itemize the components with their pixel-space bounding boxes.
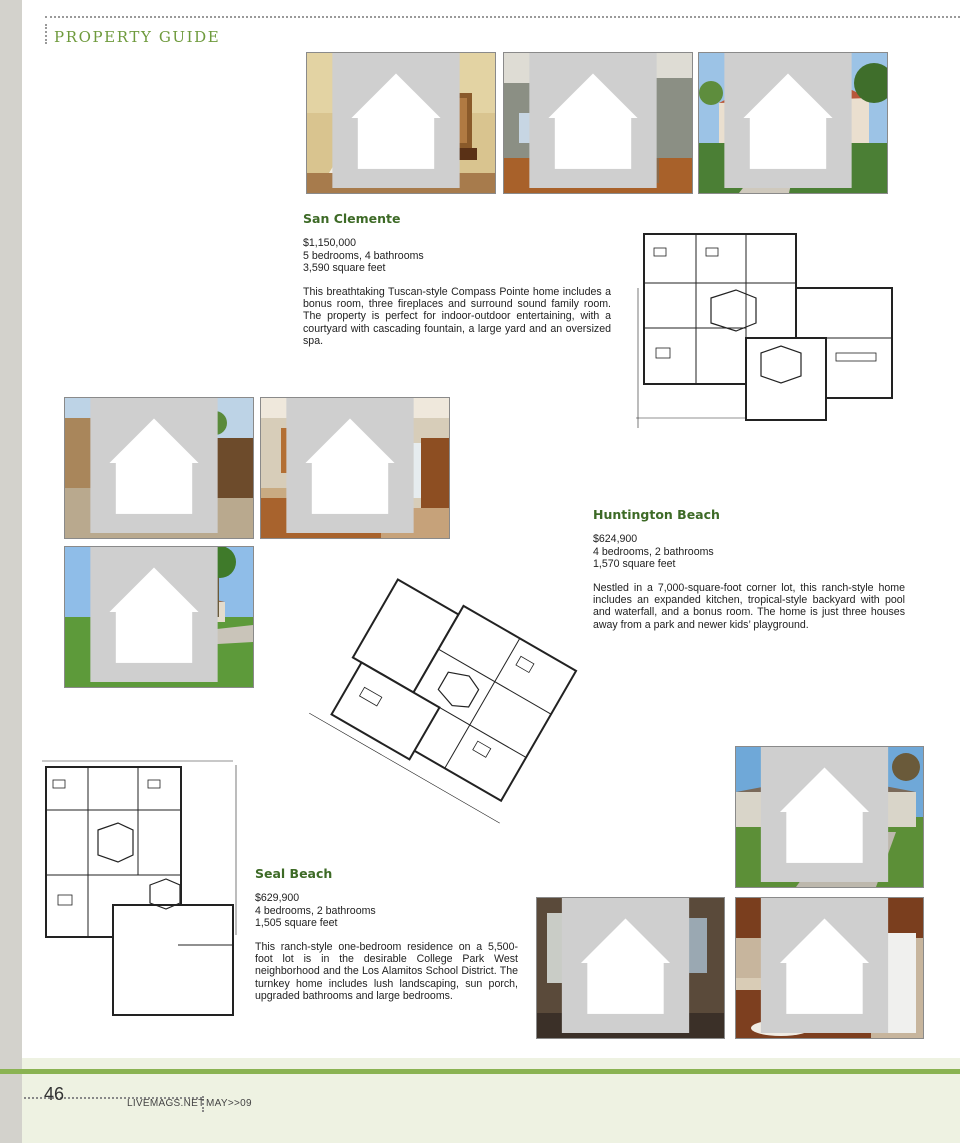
listing-description: This breathtaking Tuscan-style Compass Pointe home includes a bonus room, three fireplaces and surround sound family room. The property is perfect for indoor-outdoor entertaining, with a courtyard with cascading fountain, a large yard and an oversized spa. [303, 285, 611, 348]
listing-huntington-beach [593, 509, 905, 631]
seal-beach-exterior-photo [735, 746, 924, 888]
listing-area: 1,505 square feet [255, 917, 338, 930]
sun-porch-photo [536, 897, 725, 1039]
listing-rooms: 5 bedrooms, 4 bathrooms [303, 249, 424, 262]
mls-logo-icon [536, 897, 719, 1033]
listing-area: 1,570 square feet [593, 558, 676, 571]
pool-photo [64, 397, 254, 539]
listing-description: This ranch-style one-bedroom residence on a 5,500-foot lot is in the desirable College Park West neighborhood and the Los Alamitos School District. The turnkey home includes lush landscaping, sun porch, upgraded bathrooms and large bedrooms. [255, 940, 518, 1003]
listing-city: San Clemente [303, 211, 401, 226]
listing-city: Huntington Beach [593, 507, 720, 522]
listing-rooms: 4 bedrooms, 2 bathrooms [255, 904, 376, 917]
listing-price: $629,900 [255, 892, 300, 905]
listing-price: $1,150,000 [303, 237, 357, 250]
section-title: PROPERTY GUIDE [54, 28, 221, 46]
listing-rooms: 4 bedrooms, 2 bathrooms [593, 545, 714, 558]
mls-logo-icon [735, 746, 918, 882]
mls-logo-icon [64, 546, 248, 682]
mls-logo-icon [503, 52, 687, 188]
header-dotted-rule [45, 16, 960, 18]
house-exterior-photo [698, 52, 888, 194]
listing-price: $624,900 [593, 533, 638, 546]
listing-seal-beach [255, 868, 518, 1003]
seal-beach-kitchen-photo [735, 897, 924, 1039]
page-number: 46 [44, 1084, 65, 1104]
dining-room-photo [306, 52, 496, 194]
mls-logo-icon [735, 897, 918, 1033]
floor-plan-seal-beach [38, 755, 240, 1020]
header-dotted-marker [45, 24, 47, 44]
kitchen-photo [260, 397, 450, 539]
mls-logo-icon [698, 52, 882, 188]
footer-site[interactable]: LIVEMAGS.NET [127, 1098, 205, 1109]
mls-logo-icon [306, 52, 490, 188]
ranch-house-photo [64, 546, 254, 688]
listing-area: 3,590 square feet [303, 262, 386, 275]
listing-city: Seal Beach [255, 866, 333, 881]
listing-san-clemente [303, 213, 611, 348]
left-margin-bar [0, 0, 22, 1143]
floor-plan-san-clemente [636, 228, 898, 430]
footer-rule [0, 1069, 960, 1074]
footer-issue: MAY>>09 [206, 1098, 252, 1109]
mls-logo-icon [260, 397, 444, 533]
mls-logo-icon [64, 397, 248, 533]
listing-description: Nestled in a 7,000-square-foot corner lot, this ranch-style home includes an expanded kitchen, tropical-style backyard with pool and waterfall, and a bonus room. The home is just three houses away from a park and newer kids’ playground. [593, 581, 905, 631]
family-room-photo [503, 52, 693, 194]
floor-plan-huntington-beach [292, 566, 584, 838]
